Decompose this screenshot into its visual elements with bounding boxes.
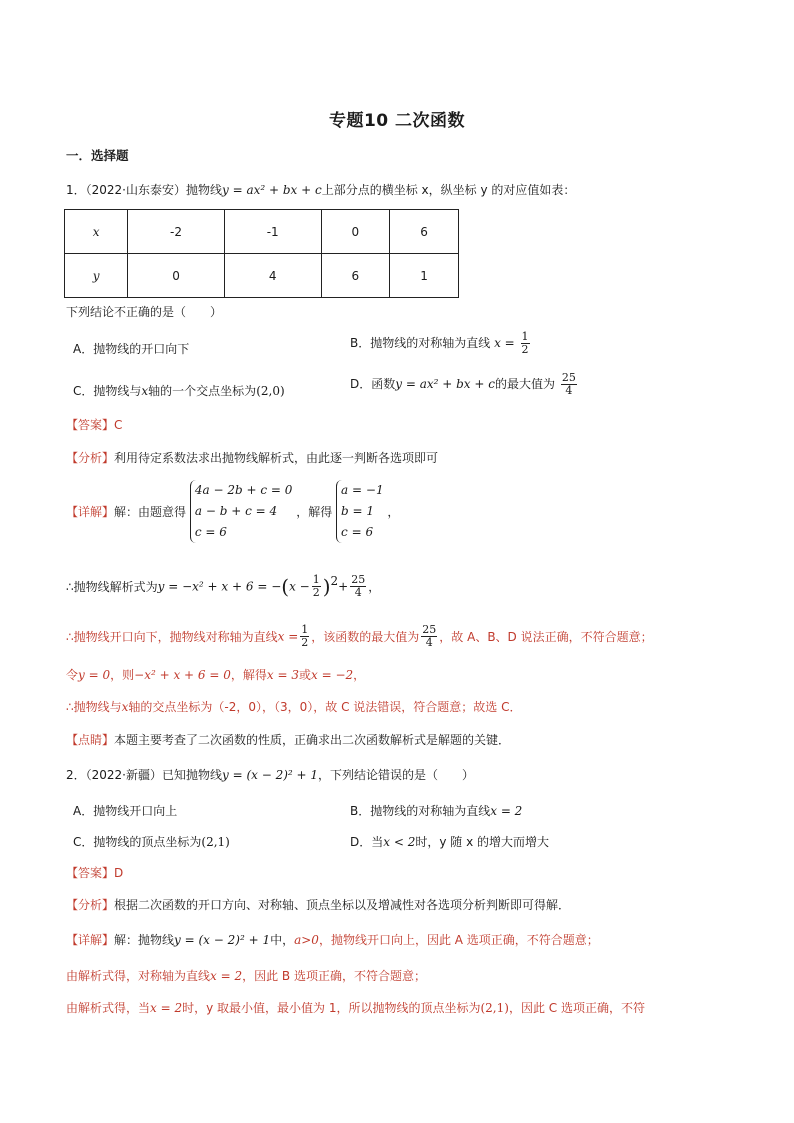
q1-option-c — [73, 382, 285, 399]
table-cell: 0 — [321, 210, 390, 254]
table-cell: 6 — [390, 210, 459, 254]
q1-option-b-formula: x = — [494, 336, 515, 350]
q1-remark — [66, 731, 510, 748]
expression-inner: x − — [289, 579, 310, 594]
q1-conclusion-line — [66, 624, 653, 649]
conclusion-formula: x = — [277, 629, 299, 644]
q1-option-d-tail: 的最大值为 — [494, 377, 555, 391]
answer-value: C — [114, 418, 123, 432]
conclusion-fraction-max — [421, 624, 437, 649]
analysis-text: 根据二次函数的开口方向、对称轴、顶点坐标以及增减性对各选项分析判断即可得解． — [114, 898, 571, 912]
vertex-text: 由解析式得，当 — [66, 1001, 151, 1015]
q2-option-a: A．抛物线开口向上 — [73, 804, 178, 818]
answer-value: D — [114, 866, 124, 880]
q1-option-c-coord: (2,0) — [256, 384, 285, 398]
q2-option-c — [73, 833, 230, 850]
remark-text: 本题主要考查了二次函数的性质，正确求出二次函数解析式是解题的关键． — [114, 733, 511, 747]
fraction-numerator: 25 — [422, 623, 437, 636]
solve-formula: y = 0 — [78, 668, 111, 682]
q1-stem-prefix: 1．（2022·山东泰安）抛物线 — [66, 183, 222, 197]
q2-option-c-text: C．抛物线的顶点坐标为 — [73, 835, 202, 849]
q2-option-b — [350, 802, 522, 819]
remark-tag: 【点睛】 — [66, 733, 115, 747]
fraction-numerator: 1 — [521, 330, 529, 343]
axis-text: ，因此 B 选项正确，不符合题意； — [242, 969, 426, 983]
q2-answer — [66, 864, 123, 881]
solve-text: 令 — [66, 668, 79, 682]
table-cell: y — [65, 254, 128, 298]
q2-option-c-coord: (2,1) — [201, 835, 230, 849]
q1-solve-line — [66, 666, 365, 683]
detail-tag: 【详解】 — [66, 505, 115, 519]
q1-option-a: A．抛物线的开口向下 — [73, 342, 190, 356]
equation-line: c = 6 — [341, 525, 374, 539]
fraction-denominator: 4 — [354, 586, 362, 599]
q1-value-table — [64, 209, 459, 298]
detail-intro: 解：由题意得 — [114, 505, 187, 519]
expression-plus: + — [338, 579, 349, 594]
detail-formula: a>0 — [294, 933, 319, 947]
expression-fraction — [350, 574, 366, 599]
q1-option-d-text: D．函数 — [350, 377, 396, 391]
q2-vertex-line — [66, 999, 645, 1016]
intersection-text: ∴抛物线与 — [66, 700, 122, 714]
q2-axis-line — [66, 967, 426, 984]
expression-prefix: ∴抛物线解析式为 — [66, 580, 158, 594]
axis-text: 由解析式得，对称轴为直线 — [66, 969, 211, 983]
page-title: 专题10 二次函数 — [328, 111, 466, 131]
analysis-tag: 【分析】 — [66, 898, 115, 912]
table-cell: 6 — [321, 254, 390, 298]
section-heading: 一．选择题 — [66, 148, 129, 163]
solve-text: ， — [353, 668, 366, 682]
table-cell: 1 — [390, 254, 459, 298]
q2-stem-suffix: ，下列结论错误的是（ ） — [318, 768, 475, 782]
q2-stem-prefix: 2．（2022·新疆）已知抛物线 — [66, 768, 222, 782]
q1-option-c-tail: 轴的一个交点坐标为 — [148, 384, 257, 398]
q2-option-d-tail: 时，y 随 x 的增大而增大 — [415, 835, 549, 849]
q1-intersection-line — [66, 698, 522, 715]
q1-option-c-var: x — [141, 384, 149, 398]
q1-option-b-text: B．抛物线的对称轴为直线 — [350, 336, 491, 350]
detail-mid: ，解得 — [296, 505, 333, 519]
detail-formula: y = (x − 2)² + 1 — [174, 933, 271, 947]
q1-option-c-text: C．抛物线与 — [73, 384, 142, 398]
q1-stem — [66, 181, 575, 198]
table-cell: -1 — [224, 210, 321, 254]
q2-option-b-formula: x = 2 — [490, 804, 523, 818]
solve-formula: −x² + x + 6 = 0 — [134, 668, 231, 682]
solution-system — [336, 480, 384, 543]
q2-detail — [66, 931, 599, 948]
equation-line: a = −1 — [341, 483, 384, 497]
fraction-denominator: 2 — [301, 636, 309, 649]
fraction-denominator: 4 — [565, 384, 573, 397]
equation-line: b = 1 — [341, 504, 375, 518]
fraction-denominator: 2 — [312, 586, 320, 599]
q1-question: 下列结论不正确的是（ ） — [66, 305, 223, 319]
vertex-text: 时，y 取最小值，最小值为 1，所以抛物线的顶点坐标为 — [182, 1001, 481, 1015]
table-cell: 4 — [224, 254, 321, 298]
intersection-text: 轴的交点坐标为（-2，0），（3，0），故 C 说法错误，符合题意；故选 C． — [128, 700, 522, 714]
equation-line: a − b + c = 4 — [194, 504, 278, 518]
conclusion-prefix: ∴抛物线开口向下，抛物线对称轴为直线 — [66, 630, 278, 644]
fraction-numerator: 1 — [312, 573, 320, 586]
q1-answer — [66, 416, 122, 433]
q1-expression-line: ∴抛物线解析式为y = −x² + x + 6 = −(x − $\frac{1}{2}$ )$^2$+ $\frac{25}{4}$ ， — [66, 573, 381, 599]
conclusion-mid: ，该函数的最大值为 — [311, 630, 420, 644]
table-row — [65, 254, 459, 298]
solve-text: ，解得 — [230, 668, 267, 682]
answer-tag: 【答案】 — [66, 866, 115, 880]
table-cell: -2 — [128, 210, 225, 254]
fraction-denominator: 4 — [425, 636, 433, 649]
intersection-var: x — [121, 700, 129, 714]
vertex-coord: (2,1) — [480, 1001, 509, 1015]
q2-stem-formula: y = (x − 2)² + 1 — [222, 768, 319, 782]
q1-stem-formula: y = ax² + bx + c — [222, 183, 322, 197]
equation-line: 4a − 2b + c = 0 — [194, 483, 293, 497]
equation-line: c = 6 — [194, 525, 227, 539]
solve-formula: x = 3 — [266, 668, 299, 682]
analysis-tag: 【分析】 — [66, 451, 115, 465]
q2-option-b-text: B．抛物线的对称轴为直线 — [350, 804, 491, 818]
fraction-numerator: 25 — [351, 573, 366, 586]
table-cell: x — [65, 210, 128, 254]
fraction-numerator: 1 — [301, 623, 309, 636]
q1-analysis — [66, 449, 438, 466]
solve-text: ，则 — [110, 668, 135, 682]
detail-text: 解：抛物线 — [114, 933, 175, 947]
q2-option-d-text: D．当 — [350, 835, 384, 849]
q2-option-d — [350, 833, 549, 850]
conclusion-tail: ，故 A、B、D 说法正确，不符合题意； — [439, 630, 653, 644]
detail-text: ，抛物线开口向上，因此 A 选项正确，不符合题意； — [318, 933, 599, 947]
detail-end: ， — [387, 505, 400, 519]
q1-option-d-formula: y = ax² + bx + c — [395, 377, 495, 391]
q1-option-b-fraction — [521, 331, 530, 356]
q1-option-b — [350, 331, 532, 356]
fraction-denominator: 2 — [521, 343, 529, 356]
right-paren: ) — [322, 574, 331, 599]
q1-stem-suffix: 上部分点的横坐标 x，纵坐标 y 的对应值如表： — [321, 183, 576, 197]
vertex-formula: x = 2 — [150, 1001, 183, 1015]
fraction-numerator: 25 — [561, 371, 576, 384]
q2-stem — [66, 766, 474, 783]
vertex-text: ，因此 C 选项正确，不符 — [508, 1001, 645, 1015]
solve-formula: x = −2 — [311, 668, 354, 682]
solve-text: 或 — [298, 668, 311, 682]
q1-option-d — [350, 372, 579, 397]
analysis-text: 利用待定系数法求出抛物线解析式，由此逐一判断各选项即可 — [114, 451, 439, 465]
equation-system — [190, 480, 293, 543]
table-cell: 0 — [128, 254, 225, 298]
expression-half — [312, 574, 321, 599]
detail-tag: 【详解】 — [66, 933, 115, 947]
answer-tag: 【答案】 — [66, 418, 115, 432]
q2-option-d-formula: x < 2 — [383, 835, 416, 849]
left-paren: ( — [281, 574, 290, 599]
detail-text: 中， — [270, 933, 295, 947]
expression-end: ， — [368, 580, 381, 594]
axis-formula: x = 2 — [210, 969, 243, 983]
q1-detail — [66, 480, 399, 543]
expression-formula: y = −x² + x + 6 = − — [157, 579, 282, 594]
q1-option-d-fraction — [561, 372, 577, 397]
conclusion-fraction — [300, 624, 309, 649]
table-row — [65, 210, 459, 254]
q2-analysis — [66, 896, 570, 913]
